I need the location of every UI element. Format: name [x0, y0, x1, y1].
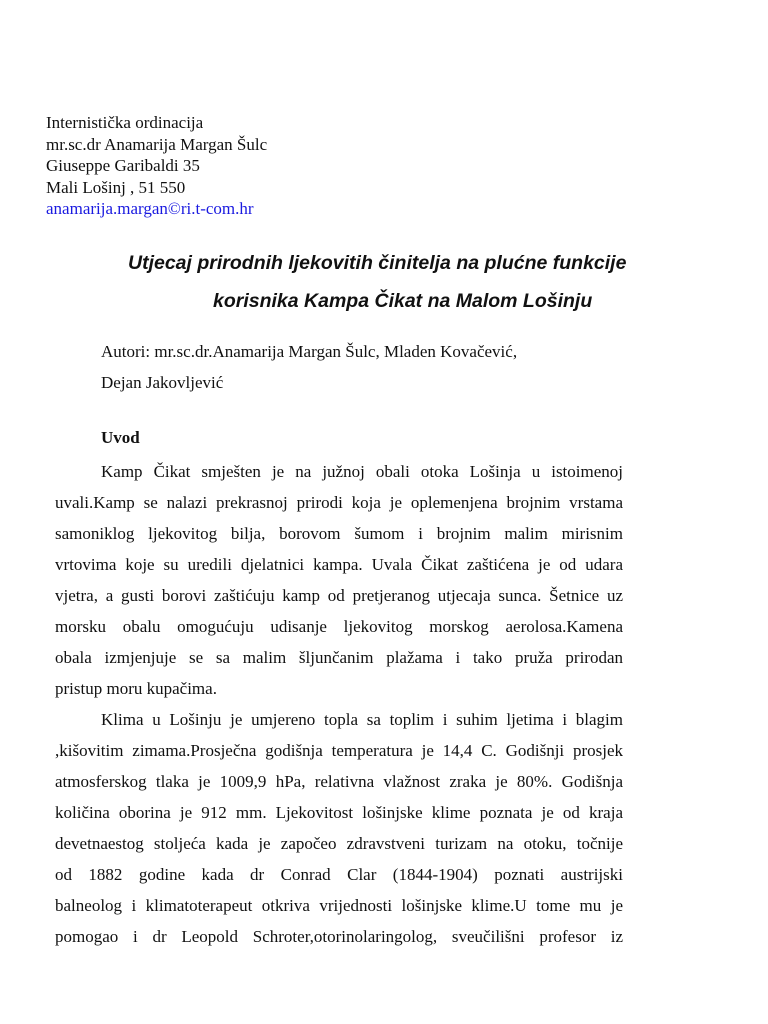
email-address: anamarija.margan©ri.t-com.hr [46, 199, 254, 218]
text-line: ,kišovitim zimama.Prosječna godišnja temperatura je 14,4 C. Godišnji prosjek [55, 741, 623, 760]
text-line: balneolog i klimatoterapeut otkriva vrijednosti lošinjske klime.U tome mu je [55, 896, 623, 915]
text-line: morsku obalu omogućuju udisanje ljekovitog morskog aerolosa.Kamena [55, 617, 623, 636]
authors-block [101, 336, 517, 398]
text-line: vjetra, a gusti borovi zaštićuju kamp od pretjeranog utjecaja sunca. Šetnice uz [55, 586, 623, 605]
text-line: pomogao i dr Leopold Schroter,otorinolaringolog, sveučilišni profesor iz [55, 927, 623, 946]
text-line: Kamp Čikat smješten je na južnoj obali otoka Lošinja u istoimenoj [101, 462, 623, 481]
body-text [55, 456, 623, 952]
text-line: uvali.Kamp se nalazi prekrasnoj prirodi koja je oplemenjena brojnim vrstama [55, 493, 623, 512]
document-title-line-2: korisnika Kampa Čikat na Malom Lošinju [213, 290, 593, 312]
text-line: količina oborina je 912 mm. Ljekovitost lošinjske klime poznata je od kraja [55, 803, 623, 822]
text-line: od 1882 godine kada dr Conrad Clar (1844-1904) poznati austrijski [55, 865, 623, 884]
doctor-name: mr.sc.dr Anamarija Margan Šulc [46, 134, 268, 154]
text-line: pristup moru kupačima. [55, 679, 217, 698]
paragraph-1 [55, 456, 623, 704]
text-line: devetnaestog stoljeća kada je započeo zdravstveni turizam na otoku, točnije [55, 834, 623, 853]
text-line: vrtovima koje su uredili djelatnici kampa. Uvala Čikat zaštićena je od udara [55, 555, 623, 574]
text-line: Klima u Lošinju je umjereno topla sa toplim i suhim ljetima i blagim [101, 710, 623, 729]
section-heading: Uvod [101, 428, 140, 447]
authors-line-2: Dejan Jakovljević [101, 373, 224, 392]
text-line: obala izmjenjuje se sa malim šljunčanim plažama i tako pruža prirodan [55, 648, 623, 667]
authors-line-1: Autori: mr.sc.dr.Anamarija Margan Šulc, Mladen Kovačević, [101, 342, 518, 361]
street-address: Giuseppe Garibaldi 35 [46, 156, 200, 175]
text-line: samoniklog ljekovitog bilja, borovom šumom i brojnim malim mirisnim [55, 524, 623, 543]
paragraph-2 [55, 704, 623, 952]
clinic-name: Internistička ordinacija [46, 113, 204, 132]
sender-address-block [46, 112, 267, 220]
document-title-line-1: Utjecaj prirodnih ljekovitih činitelja na plućne funkcije [128, 252, 627, 274]
city-postcode: Mali Lošinj , 51 550 [46, 177, 186, 197]
text-line: atmosferskog tlaka je 1009,9 hPa, relativna vlažnost zraka je 80%. Godišnja [55, 772, 623, 791]
